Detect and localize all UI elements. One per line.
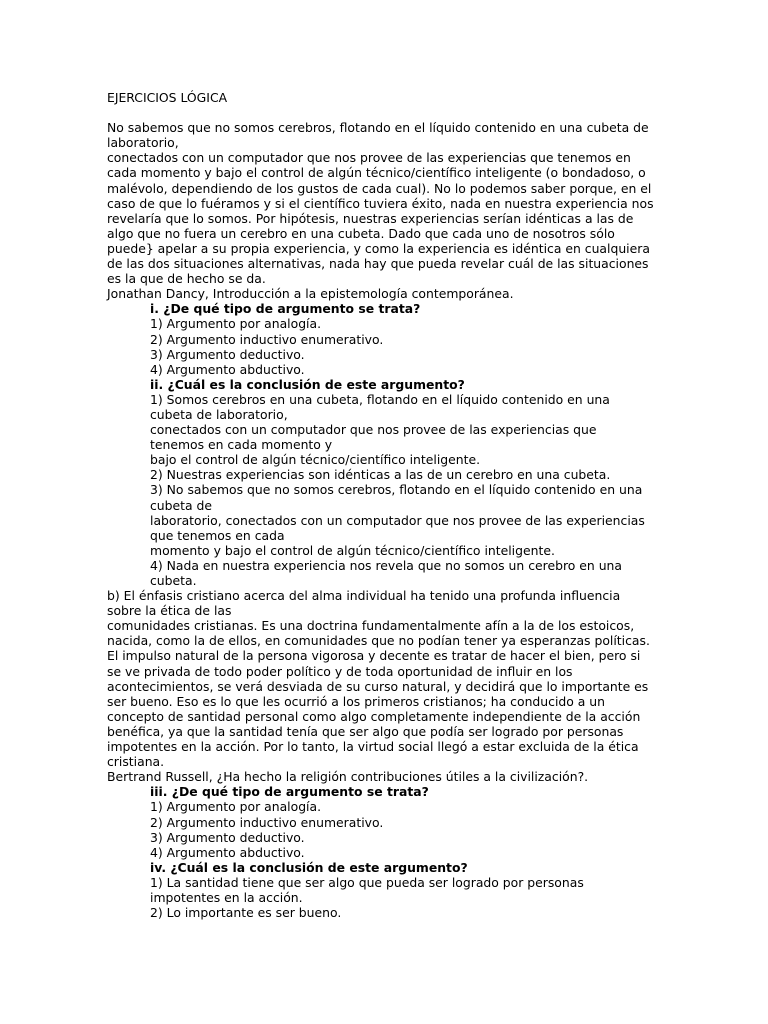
passage-line: se ve privada de todo poder político y de toda oportunidad de influir en los (107, 663, 573, 679)
answer-option: tenemos en cada momento y (150, 437, 333, 453)
passage-line: laboratorio, (107, 135, 179, 151)
question-heading: ii. ¿Cuál es la conclusión de este argumento? (150, 376, 465, 392)
question-4 (107, 860, 659, 920)
answer-option: 2) Lo importante es ser bueno. (150, 905, 342, 921)
passage-line: cada momento y bajo el control de algún técnico/científico inteligente (o bondadoso, o (107, 165, 646, 181)
passage-line: nacida, como la de ellos, en comunidades que no podían tener ya esperanzas políticas. (107, 633, 650, 649)
question-heading: iv. ¿Cuál es la conclusión de este argumento? (150, 859, 468, 875)
passage-line: No sabemos que no somos cerebros, flotando en el líquido contenido en una cubeta de (107, 120, 649, 136)
document-page (107, 90, 659, 920)
answer-option: cubeta de laboratorio, (150, 406, 288, 422)
source-citation-1: Jonathan Dancy, Introducción a la epistemología contemporánea. (107, 286, 514, 302)
answer-option: momento y bajo el control de algún técnico/científico inteligente. (150, 542, 555, 558)
answer-option: cubeta. (150, 573, 197, 588)
answer-option: laboratorio, conectados con un computador que nos provee de las experiencias (150, 512, 645, 528)
passage-line: acontecimientos, se verá desviada de su curso natural, y decidirá que lo importante es (107, 678, 649, 694)
passage-line: revelaría que lo somos. Por hipótesis, nuestras experiencias serían idénticas a las de (107, 210, 634, 226)
answer-option: 1) La santidad tiene que ser algo que pueda ser logrado por personas (150, 874, 584, 890)
question-heading: iii. ¿De qué tipo de argumento se trata? (150, 784, 429, 800)
answer-option: 1) Somos cerebros en una cubeta, flotando en el líquido contenido en una (150, 391, 610, 407)
blank-line (107, 105, 659, 120)
passage-line: cristiana. (107, 754, 165, 770)
question-heading: i. ¿De qué tipo de argumento se trata? (150, 301, 421, 317)
answer-option: 2) Argumento inductivo enumerativo. (150, 814, 384, 830)
passage-line: sobre la ética de las (107, 603, 232, 619)
question-1 (107, 301, 659, 376)
passage-line: concepto de santidad personal como algo completamente independiente de la acción (107, 708, 641, 724)
passage-line: malévolo, dependiendo de los gustos de cada cual). No lo podemos saber porque, en el (107, 180, 652, 196)
passage-1 (107, 120, 659, 286)
answer-option: que tenemos en cada (150, 527, 285, 543)
source-citation-2: Bertrand Russell, ¿Ha hecho la religión contribuciones útiles a la civilización?. (107, 769, 589, 785)
question-3 (107, 784, 659, 859)
passage-line: comunidades cristianas. Es una doctrina fundamentalmente afín a la de los estoicos, (107, 618, 635, 634)
passage-line: caso de que lo fuéramos y si el científico tuviera éxito, nada en nuestra experiencia nos (107, 195, 654, 211)
answer-option: 3) Argumento deductivo. (150, 829, 305, 845)
passage-line: b) El énfasis cristiano acerca del alma individual ha tenido una profunda influencia (107, 588, 621, 604)
passage-line: benéfica, ya que la santidad tenía que ser algo que podía ser logrado por personas (107, 723, 624, 739)
passage-line: impotentes en la acción. Por lo tanto, la virtud social llegó a estar excluida de la ética (107, 739, 639, 755)
answer-option: 4) Argumento abductivo. (150, 361, 305, 377)
answer-option: 3) No sabemos que no somos cerebros, flotando en el líquido contenido en una (150, 482, 643, 498)
passage-2 (107, 588, 659, 769)
answer-option: impotentes en la acción. (150, 889, 303, 905)
passage-line: conectados con un computador que nos provee de las experiencias que tenemos en (107, 150, 631, 166)
answer-option: 4) Argumento abductivo. (150, 844, 305, 860)
passage-line: es la que de hecho se da. (107, 271, 266, 287)
document-title: EJERCICIOS LÓGICA (107, 90, 228, 105)
passage-line: El impulso natural de la persona vigorosa y decente es tratar de hacer el bien, pero si (107, 648, 641, 664)
answer-option: conectados con un computador que nos provee de las experiencias que (150, 422, 597, 438)
answer-option: cubeta de (150, 497, 213, 513)
answer-option: 1) Argumento por analogía. (150, 799, 322, 815)
answer-option: bajo el control de algún técnico/científico inteligente. (150, 452, 481, 468)
answer-option: 2) Argumento inductivo enumerativo. (150, 331, 384, 347)
answer-option: 1) Argumento por analogía. (150, 316, 322, 332)
passage-line: ser bueno. Eso es lo que les ocurrió a los primeros cristianos; ha conducido a un (107, 693, 606, 709)
answer-option: 2) Nuestras experiencias son idénticas a las de un cerebro en una cubeta. (150, 467, 611, 483)
passage-line: de las dos situaciones alternativas, nada hay que pueda revelar cuál de las situaciones (107, 256, 649, 272)
answer-option: 4) Nada en nuestra experiencia nos revela que no somos un cerebro en una (150, 557, 623, 573)
passage-line: algo que no fuera un cerebro en una cubeta. Dado que cada uno de nosotros sólo (107, 225, 615, 241)
passage-line: puede} apelar a su propia experiencia, y como la experiencia es idéntica en cualquiera (107, 240, 650, 256)
question-2 (107, 377, 659, 588)
answer-option: 3) Argumento deductivo. (150, 346, 305, 362)
